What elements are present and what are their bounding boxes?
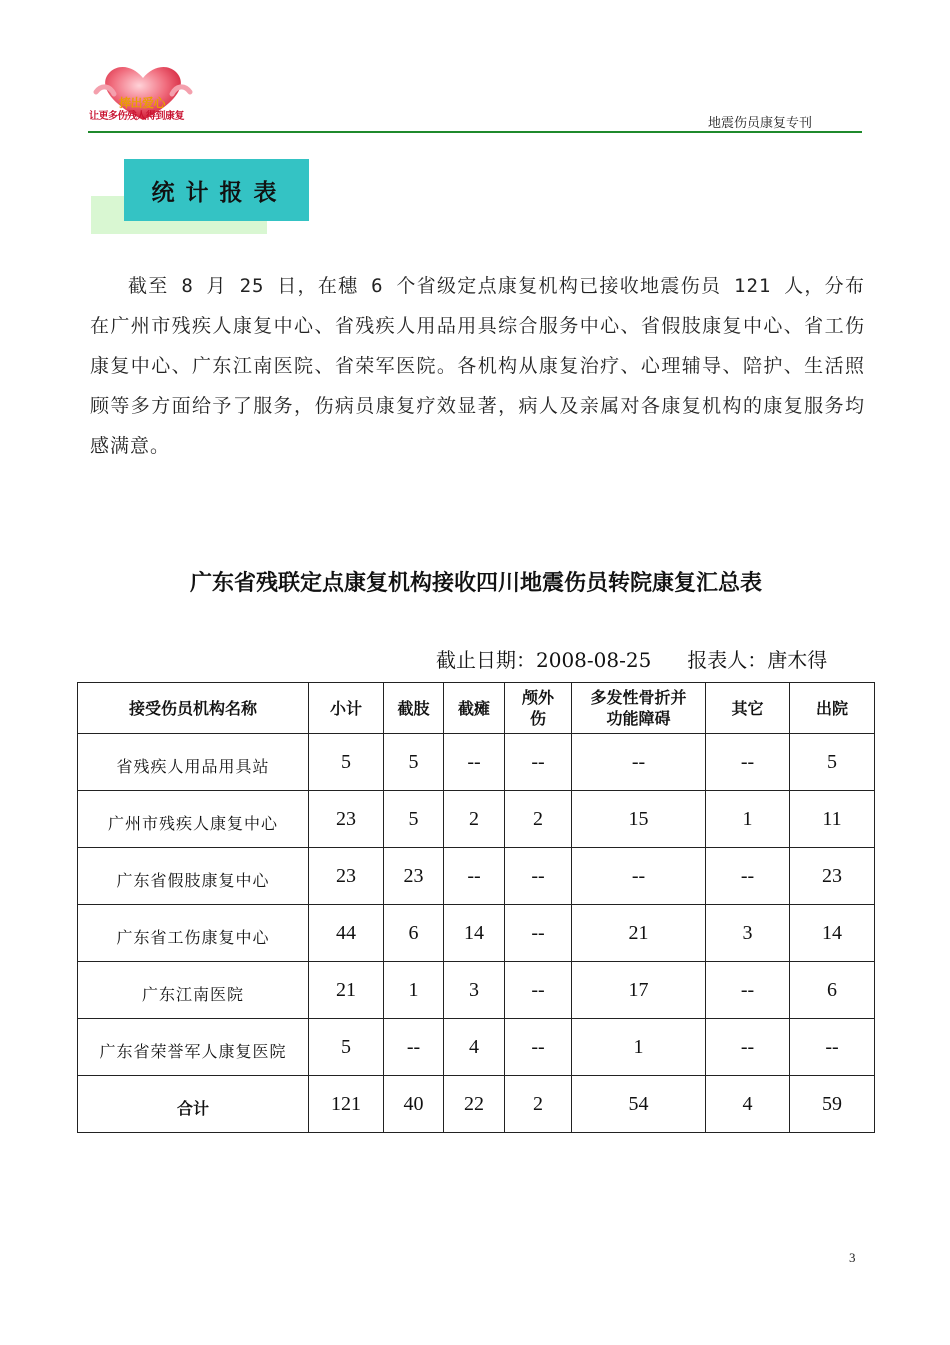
table-row	[78, 791, 875, 848]
cell-multiple-fractures: 21	[572, 905, 706, 962]
total-discharged: 59	[790, 1076, 875, 1133]
header-multiple-fractures-text: 多发性骨折并功能障碍	[590, 688, 687, 728]
header-multiple-fractures	[572, 683, 706, 734]
row-name: 广东省工伤康复中心	[78, 905, 309, 962]
cell-other: --	[706, 848, 790, 905]
cell-subtotal: 5	[309, 734, 384, 791]
cell-amputation: --	[384, 1019, 444, 1076]
section-banner	[124, 159, 309, 221]
table-row	[78, 962, 875, 1019]
table-meta	[436, 644, 827, 673]
cell-other: --	[706, 1019, 790, 1076]
cell-multiple-fractures: 17	[572, 962, 706, 1019]
summary-table	[77, 682, 875, 1133]
cell-discharged: 11	[790, 791, 875, 848]
total-paraplegia: 22	[444, 1076, 505, 1133]
cell-paraplegia: 14	[444, 905, 505, 962]
header-paraplegia: 截瘫	[444, 683, 505, 734]
table-title: 广东省残联定点康复机构接收四川地震伤员转院康复汇总表	[189, 571, 762, 596]
total-other: 4	[706, 1076, 790, 1133]
cell-subtotal: 44	[309, 905, 384, 962]
row-name: 广东省荣誉军人康复医院	[78, 1019, 309, 1076]
reporter: 报表人：唐木得	[687, 648, 828, 672]
table-row	[78, 1019, 875, 1076]
cell-paraplegia: 4	[444, 1019, 505, 1076]
cell-discharged: 5	[790, 734, 875, 791]
cell-paraplegia: 3	[444, 962, 505, 1019]
total-subtotal: 121	[309, 1076, 384, 1133]
header-amputation: 截肢	[384, 683, 444, 734]
section-banner-label: 统计报表	[151, 179, 288, 206]
cell-amputation: 5	[384, 791, 444, 848]
cell-paraplegia: --	[444, 734, 505, 791]
cell-subtotal: 23	[309, 848, 384, 905]
logo-slogan-line1: 捧出爱心	[119, 96, 166, 110]
header-divider	[88, 131, 862, 133]
table-total-row	[78, 1076, 875, 1133]
cell-paraplegia: --	[444, 848, 505, 905]
cell-head-injury: --	[505, 962, 572, 1019]
row-name: 广州市残疾人康复中心	[78, 791, 309, 848]
header-title: 地震伤员康复专刊	[707, 116, 812, 131]
header-discharged: 出院	[790, 683, 875, 734]
total-amputation: 40	[384, 1076, 444, 1133]
cell-amputation: 23	[384, 848, 444, 905]
cell-multiple-fractures: --	[572, 848, 706, 905]
header-other: 其它	[706, 683, 790, 734]
cell-amputation: 6	[384, 905, 444, 962]
intro-paragraph: 截至 8 月 25 日，在穗 6 个省级定点康复机构已接收地震伤员 121 人，分布在广州市残疾人康复中心、省残疾人用品用具综合服务中心、省假肢康复中心、省工伤康复中心、广东江南医院、省荣军医院。各机构从康复治疗、心理辅导、陪护、生活照顾等多方面给予了服务，伤病员康复疗效显著，病人及亲属对各康复机构的康复服务均感满意。	[90, 275, 865, 457]
cell-other: 1	[706, 791, 790, 848]
total-label: 合计	[78, 1076, 309, 1133]
cell-head-injury: --	[505, 848, 572, 905]
cutoff-date: 截止日期：2008-08-25	[436, 648, 652, 672]
cell-other: --	[706, 962, 790, 1019]
logo-slogan-line2: 让更多伤残人得到康复	[89, 111, 184, 122]
table-row	[78, 734, 875, 791]
table-header-row	[78, 683, 875, 734]
logo-slogan	[89, 97, 199, 123]
cell-multiple-fractures: 1	[572, 1019, 706, 1076]
header-institution: 接受伤员机构名称	[78, 683, 309, 734]
cell-other: --	[706, 734, 790, 791]
cell-subtotal: 5	[309, 1019, 384, 1076]
cell-other: 3	[706, 905, 790, 962]
page-number: 3	[849, 1250, 856, 1265]
cell-discharged: 14	[790, 905, 875, 962]
header-head-injury	[505, 683, 572, 734]
cell-paraplegia: 2	[444, 791, 505, 848]
cell-head-injury: --	[505, 734, 572, 791]
row-name: 广东江南医院	[78, 962, 309, 1019]
table-row	[78, 848, 875, 905]
cell-subtotal: 23	[309, 791, 384, 848]
cell-subtotal: 21	[309, 962, 384, 1019]
cell-head-injury: 2	[505, 791, 572, 848]
cell-head-injury: --	[505, 905, 572, 962]
cell-multiple-fractures: 15	[572, 791, 706, 848]
total-head-injury: 2	[505, 1076, 572, 1133]
header-subtotal: 小计	[309, 683, 384, 734]
row-name: 广东省假肢康复中心	[78, 848, 309, 905]
cell-multiple-fractures: --	[572, 734, 706, 791]
header-head-injury-text: 颅外伤	[521, 688, 554, 728]
cell-discharged: 23	[790, 848, 875, 905]
cell-amputation: 5	[384, 734, 444, 791]
total-multiple-fractures: 54	[572, 1076, 706, 1133]
table-row	[78, 905, 875, 962]
cell-head-injury: --	[505, 1019, 572, 1076]
row-name: 省残疾人用品用具站	[78, 734, 309, 791]
cell-discharged: --	[790, 1019, 875, 1076]
cell-discharged: 6	[790, 962, 875, 1019]
cell-amputation: 1	[384, 962, 444, 1019]
